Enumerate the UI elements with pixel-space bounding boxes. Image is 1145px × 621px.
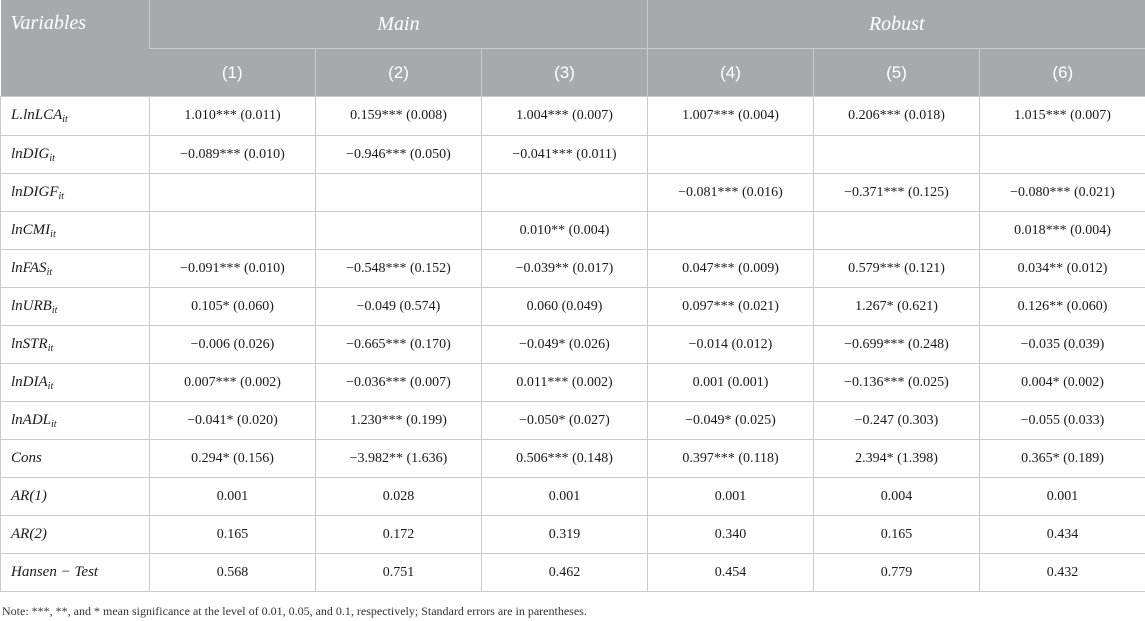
- estimate-cell: −3.982** (1.636): [316, 440, 482, 478]
- table-row: [1, 212, 1145, 250]
- estimate-cell: −0.041* (0.020): [150, 402, 316, 440]
- estimate-cell: 0.397*** (0.118): [648, 440, 814, 478]
- variable-name: Cons: [11, 450, 42, 466]
- column-header: (3): [482, 49, 648, 97]
- table-body: [1, 97, 1145, 592]
- header-row-columns: [1, 49, 1145, 97]
- table-header: [1, 0, 1145, 97]
- estimate-cell: 0.034** (0.012): [980, 250, 1145, 288]
- column-header: (6): [980, 49, 1145, 97]
- variable-name: lnDIA: [11, 373, 48, 390]
- table-row: [1, 174, 1145, 212]
- variable-name-cell: [1, 136, 150, 174]
- variables-header: Variables: [1, 0, 150, 97]
- estimate-cell: −0.665*** (0.170): [316, 326, 482, 364]
- variable-name: lnFAS: [11, 259, 47, 276]
- estimate-cell: 0.001: [648, 478, 814, 516]
- estimate-cell: −0.136*** (0.025): [814, 364, 980, 402]
- estimate-cell: 0.010** (0.004): [482, 212, 648, 250]
- table-row: [1, 136, 1145, 174]
- variable-name: Hansen − Test: [11, 564, 99, 580]
- estimate-cell: 1.010*** (0.011): [150, 97, 316, 136]
- estimate-cell: 0.454: [648, 554, 814, 592]
- variable-name-cell: [1, 288, 150, 326]
- variable-subscript: it: [50, 228, 56, 240]
- estimate-cell: [980, 136, 1145, 174]
- estimate-cell: 0.432: [980, 554, 1145, 592]
- variable-subscript: it: [51, 304, 58, 316]
- estimate-cell: −0.946*** (0.050): [316, 136, 482, 174]
- estimate-cell: 0.165: [150, 516, 316, 554]
- table-row: [1, 516, 1145, 554]
- estimate-cell: [150, 174, 316, 212]
- variable-name: lnSTR: [11, 335, 48, 352]
- estimate-cell: 1.230*** (0.199): [316, 402, 482, 440]
- estimate-cell: 0.434: [980, 516, 1145, 554]
- variable-subscript: it: [58, 190, 65, 202]
- estimate-cell: 1.007*** (0.004): [648, 97, 814, 136]
- header-row-groups: [1, 0, 1145, 49]
- table-row: [1, 250, 1145, 288]
- table-row: [1, 440, 1145, 478]
- column-header: (5): [814, 49, 980, 97]
- variable-name: L.lnLCA: [11, 107, 63, 123]
- estimate-cell: 1.004*** (0.007): [482, 97, 648, 136]
- table-note: Note: ***, **, and * mean significance at the level of 0.01, 0.05, and 0.1, respectively; Standard errors are in parentheses.: [2, 604, 587, 618]
- estimate-cell: −0.036*** (0.007): [316, 364, 482, 402]
- estimate-cell: 0.506*** (0.148): [482, 440, 648, 478]
- estimate-cell: 0.047*** (0.009): [648, 250, 814, 288]
- estimate-cell: −0.006 (0.026): [150, 326, 316, 364]
- estimate-cell: −0.247 (0.303): [814, 402, 980, 440]
- estimate-cell: −0.014 (0.012): [648, 326, 814, 364]
- table-row: [1, 554, 1145, 592]
- variable-name: AR(2): [11, 526, 47, 542]
- variable-name-cell: [1, 516, 150, 554]
- column-header: (4): [648, 49, 814, 97]
- estimate-cell: [316, 174, 482, 212]
- table-row: [1, 326, 1145, 364]
- estimate-cell: 0.779: [814, 554, 980, 592]
- estimate-cell: [648, 212, 814, 250]
- estimate-cell: 0.105* (0.060): [150, 288, 316, 326]
- table-row: [1, 97, 1145, 136]
- column-header: (1): [150, 49, 316, 97]
- estimate-cell: −0.081*** (0.016): [648, 174, 814, 212]
- estimate-cell: [482, 174, 648, 212]
- estimate-cell: 0.001: [482, 478, 648, 516]
- variable-name: lnCMI: [11, 221, 51, 238]
- estimate-cell: [814, 212, 980, 250]
- estimate-cell: 0.028: [316, 478, 482, 516]
- estimate-cell: −0.050* (0.027): [482, 402, 648, 440]
- estimate-cell: 0.001: [150, 478, 316, 516]
- estimate-cell: −0.091*** (0.010): [150, 250, 316, 288]
- estimate-cell: 0.018*** (0.004): [980, 212, 1145, 250]
- estimate-cell: 0.751: [316, 554, 482, 592]
- estimate-cell: [814, 136, 980, 174]
- estimate-cell: 0.004: [814, 478, 980, 516]
- variable-name-cell: [1, 554, 150, 592]
- estimate-cell: 0.165: [814, 516, 980, 554]
- estimate-cell: 0.001 (0.001): [648, 364, 814, 402]
- estimate-cell: −0.049* (0.025): [648, 402, 814, 440]
- estimate-cell: 0.172: [316, 516, 482, 554]
- variable-name: lnDIGF: [11, 183, 59, 200]
- estimate-cell: −0.041*** (0.011): [482, 136, 648, 174]
- estimate-cell: 0.568: [150, 554, 316, 592]
- estimate-cell: [648, 136, 814, 174]
- estimate-cell: 0.462: [482, 554, 648, 592]
- variable-name: AR(1): [11, 488, 47, 504]
- estimate-cell: 2.394* (1.398): [814, 440, 980, 478]
- estimate-cell: 0.001: [980, 478, 1145, 516]
- estimate-cell: 1.015*** (0.007): [980, 97, 1145, 136]
- estimate-cell: 0.126** (0.060): [980, 288, 1145, 326]
- table-row: [1, 478, 1145, 516]
- variable-name-cell: [1, 326, 150, 364]
- variable-name: lnURB: [11, 297, 52, 314]
- variable-name-cell: [1, 97, 150, 136]
- table-row: [1, 402, 1145, 440]
- variable-name: lnADL: [11, 411, 52, 428]
- variable-name: lnDIG: [11, 145, 50, 162]
- estimate-cell: −0.049 (0.574): [316, 288, 482, 326]
- table-row: [1, 364, 1145, 402]
- estimate-cell: 0.011*** (0.002): [482, 364, 648, 402]
- estimate-cell: −0.089*** (0.010): [150, 136, 316, 174]
- estimate-cell: 0.007*** (0.002): [150, 364, 316, 402]
- estimate-cell: 0.340: [648, 516, 814, 554]
- estimate-cell: −0.080*** (0.021): [980, 174, 1145, 212]
- variable-name-cell: [1, 174, 150, 212]
- variable-subscript: it: [51, 418, 57, 430]
- estimate-cell: −0.371*** (0.125): [814, 174, 980, 212]
- estimate-cell: 0.159*** (0.008): [316, 97, 482, 136]
- group-header-robust: Robust: [648, 0, 1145, 49]
- estimate-cell: 0.579*** (0.121): [814, 250, 980, 288]
- estimate-cell: 1.267* (0.621): [814, 288, 980, 326]
- estimate-cell: [316, 212, 482, 250]
- variable-name-cell: [1, 250, 150, 288]
- estimate-cell: −0.055 (0.033): [980, 402, 1145, 440]
- estimate-cell: 0.365* (0.189): [980, 440, 1145, 478]
- variable-name-cell: [1, 212, 150, 250]
- estimate-cell: 0.319: [482, 516, 648, 554]
- table-row: [1, 288, 1145, 326]
- variable-name-cell: [1, 478, 150, 516]
- estimate-cell: −0.548*** (0.152): [316, 250, 482, 288]
- estimate-cell: 0.206*** (0.018): [814, 97, 980, 136]
- variable-subscript: it: [47, 380, 54, 392]
- estimate-cell: −0.699*** (0.248): [814, 326, 980, 364]
- estimate-cell: 0.004* (0.002): [980, 364, 1145, 402]
- variable-name-cell: [1, 402, 150, 440]
- variable-name-cell: [1, 364, 150, 402]
- variable-subscript: it: [49, 152, 55, 164]
- estimate-cell: 0.097*** (0.021): [648, 288, 814, 326]
- estimate-cell: −0.049* (0.026): [482, 326, 648, 364]
- estimate-cell: 0.294* (0.156): [150, 440, 316, 478]
- estimate-cell: −0.039** (0.017): [482, 250, 648, 288]
- variable-subscript: it: [47, 342, 54, 354]
- variable-subscript: it: [46, 266, 53, 278]
- estimate-cell: −0.035 (0.039): [980, 326, 1145, 364]
- variable-name-cell: [1, 440, 150, 478]
- variable-subscript: it: [62, 114, 68, 125]
- estimate-cell: [150, 212, 316, 250]
- column-header: (2): [316, 49, 482, 97]
- group-header-main: Main: [150, 0, 648, 49]
- estimate-cell: 0.060 (0.049): [482, 288, 648, 326]
